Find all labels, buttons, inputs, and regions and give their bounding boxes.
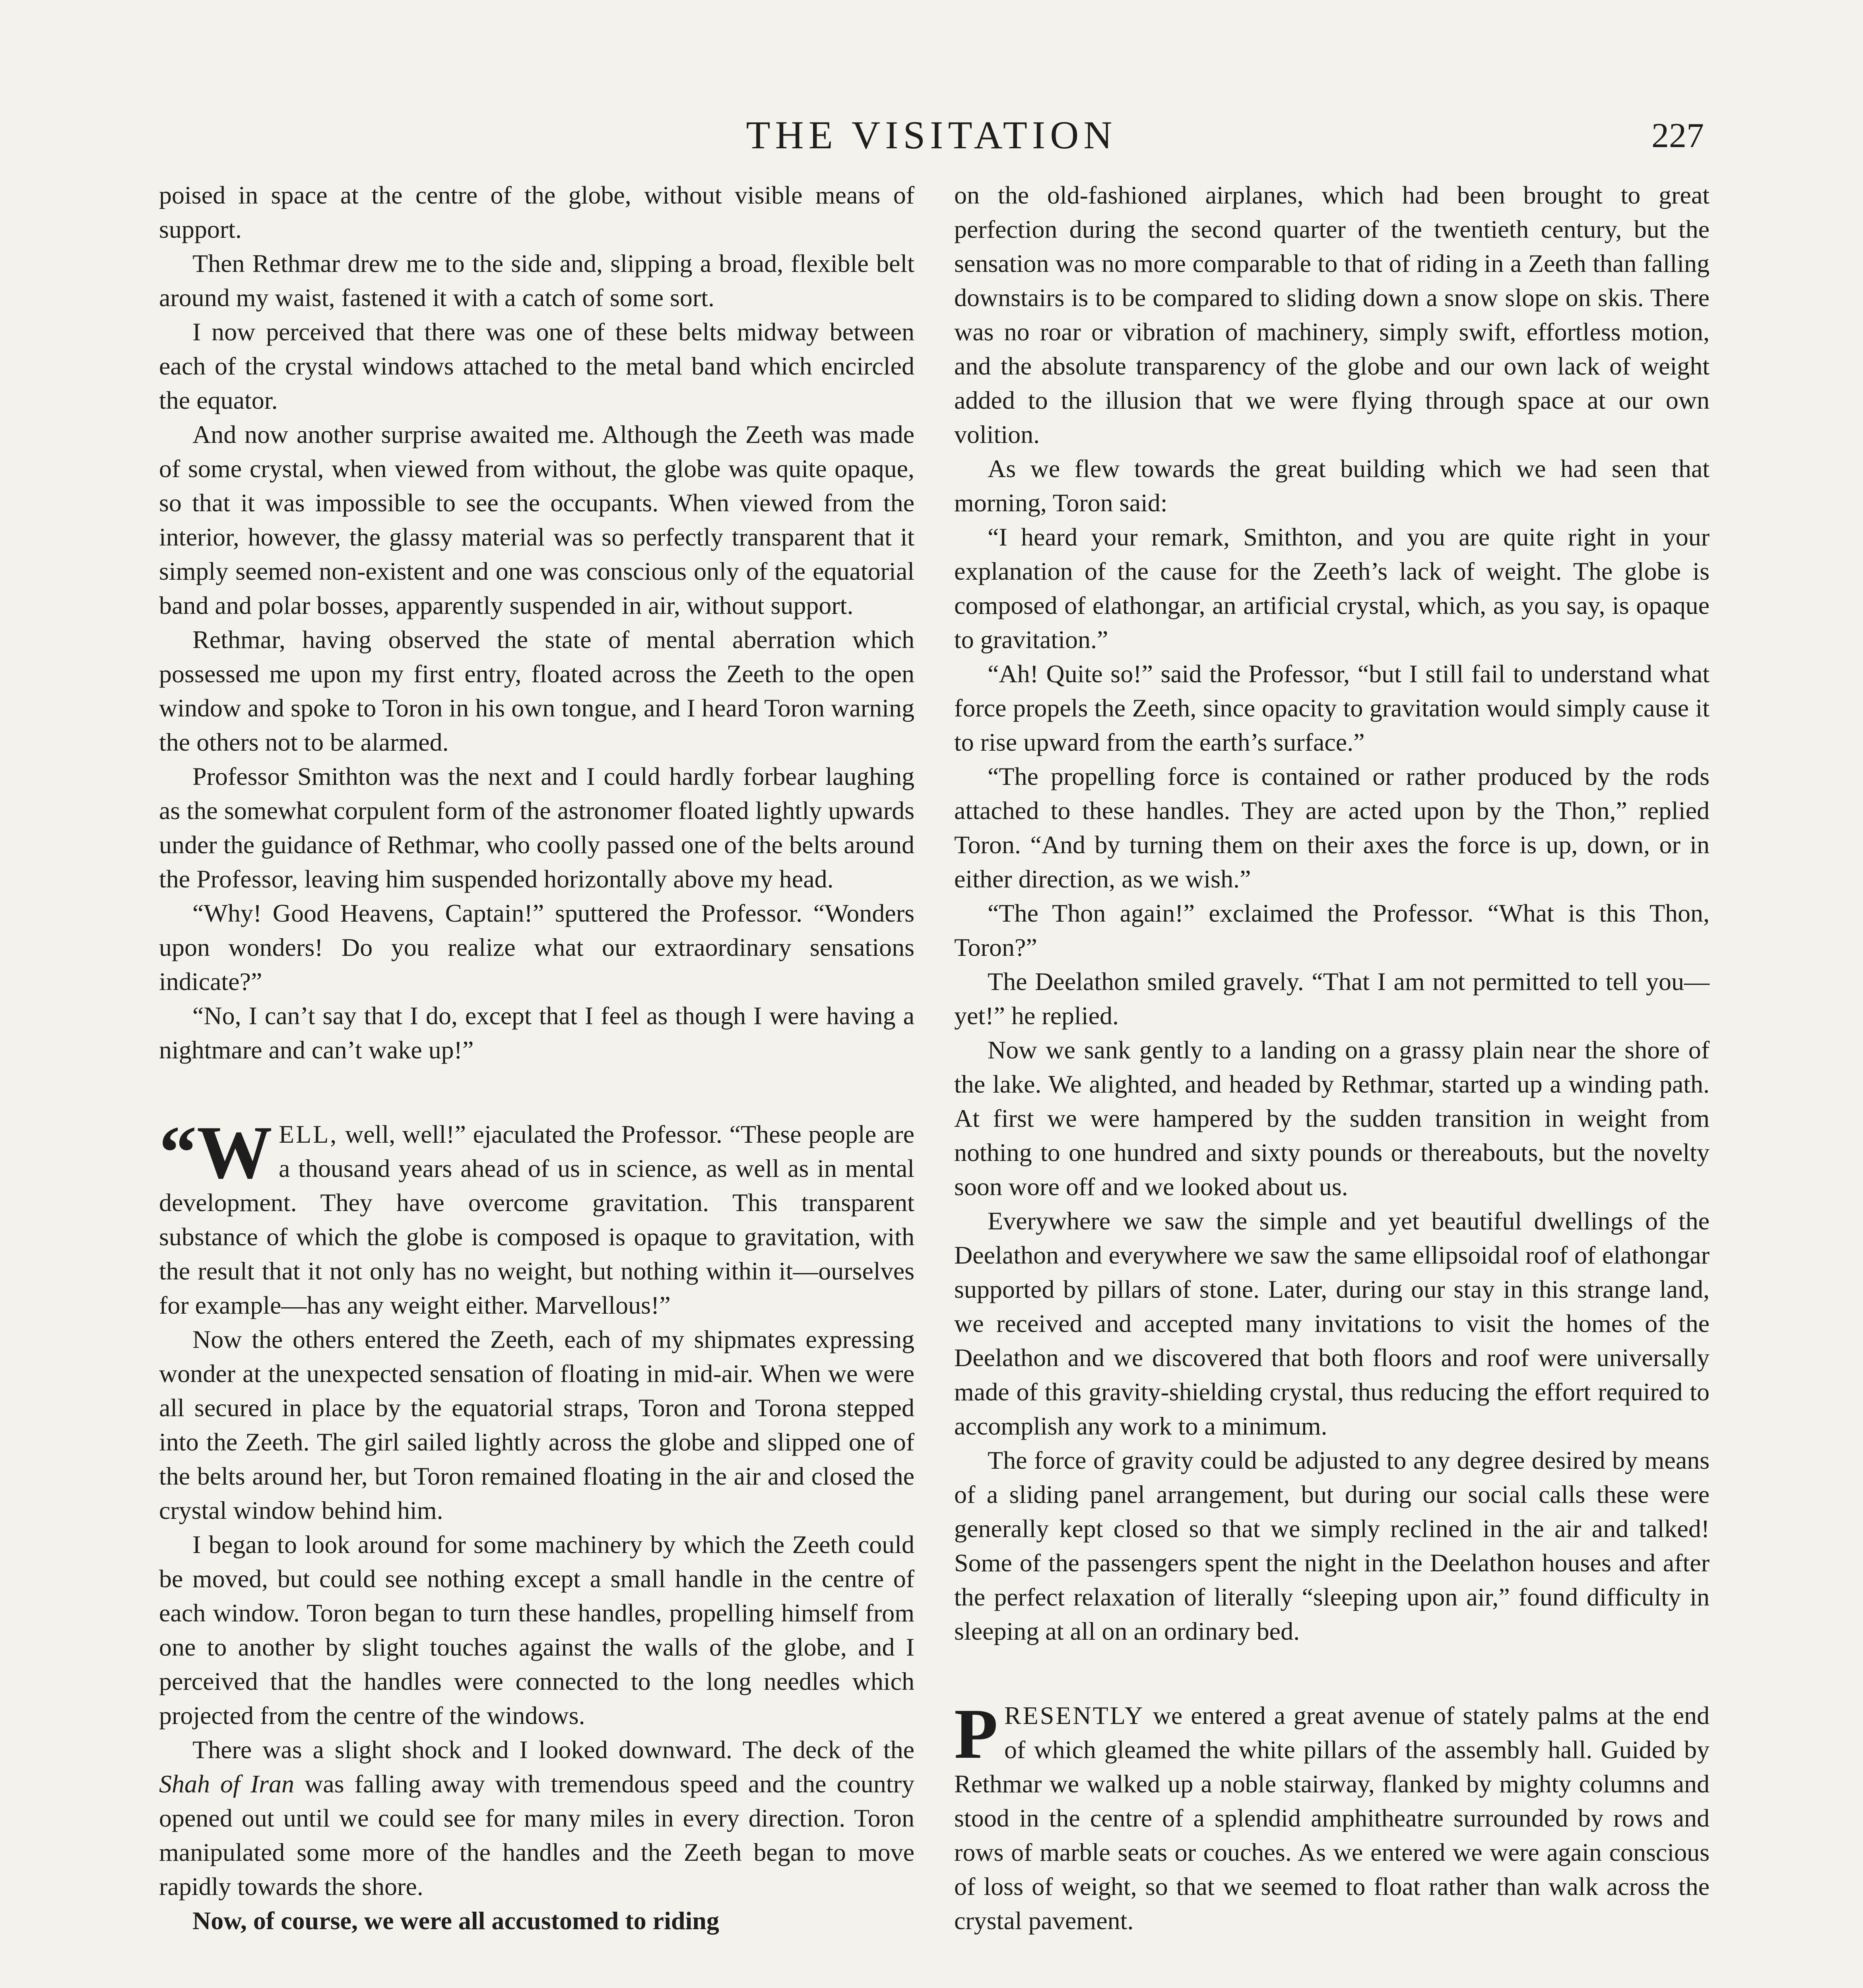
paragraph: “I heard your remark, Smithton, and you are quite right in your explanation of the cause for the Zeeth’s lack of weight. The globe is composed of elathongar, an artificial crystal, which, as you say, is opaque to gravitation.” xyxy=(954,523,1710,654)
paragraph: on the old-fashioned airplanes, which had been brought to great perfection during the second quarter of the twentieth century, but the sensation was no more comparable to that of riding in a Zeeth than falling downstairs is to be compared to sliding down a snow slope on skis. There was no roar or vibration of machinery, simply swift, effortless motion, and the absolute transparency of the globe and our own lack of weight added to the illusion that we were flying through space at our own volition. xyxy=(954,181,1710,448)
paragraph: The Deelathon smiled gravely. “That I am not permitted to tell you—yet!” he replied. xyxy=(954,967,1710,1030)
right-column xyxy=(954,178,1710,1938)
paragraph: The force of gravity could be adjusted to any degree desired by means of a sliding panel arrangement, but during our social calls these were generally kept closed so that we simply reclined in the air and talked! Some of the passengers spent the night in the Deelathon houses and after the perfect relaxation of literally “sleeping upon air,” found difficulty in sleeping at all on an ordinary bed. xyxy=(954,1446,1710,1645)
paragraph: “Why! Good Heavens, Captain!” sputtered the Professor. “Wonders upon wonders! Do you realize what our extraordinary sensations indicate?” xyxy=(159,899,914,996)
paragraph: I began to look around for some machinery by which the Zeeth could be moved, but could see nothing except a small handle in the centre of each window. Toron began to turn these handles, propelling himself from one to another by slight touches against the walls of the globe, and I perceived that the handles were connected to the long needles which projected from the centre of the windows. xyxy=(159,1530,914,1730)
first-word-rest: ELL, xyxy=(279,1120,338,1148)
paragraph: Now the others entered the Zeeth, each of my shipmates expressing wonder at the unexpected sensation of floating in mid-air. When we were all secured in place by the equatorial straps, Toron and Torona stepped into the Zeeth. The girl sailed lightly across the globe and slipped one of the belts around her, but Toron remained floating in the air and closed the crystal window behind him. xyxy=(159,1325,914,1524)
paragraph: Now, of course, we were all accustomed to riding xyxy=(192,1906,719,1935)
paragraph: I now perceived that there was one of these belts midway between each of the crystal windows attached to the metal band which encircled the equator. xyxy=(159,318,914,414)
paragraph: Rethmar, having observed the state of mental aberration which possessed me upon my first entry, floated across the Zeeth to the open window and spoke to Toron in his own tongue, and I heard Toron warning the others not to be alarmed. xyxy=(159,625,914,756)
paragraph xyxy=(159,1733,914,1904)
paragraph: “No, I can’t say that I do, except that I feel as though I were having a nightmare and can’t wake up!” xyxy=(159,1002,914,1064)
paragraph-text: well, well!” ejaculated the Professor. “These people are a thousand years ahead of us in science, as well as in mental development. They have overcome gravitation. This transparent substance of which the globe is composed is opaque to gravitation, with the result that it not only has no weight, but nothing within it—ourselves for example—has any weight either. Marvellous!” xyxy=(159,1120,914,1319)
paragraph: As we flew towards the great building which we had seen that morning, Toron said: xyxy=(954,454,1710,517)
paragraph: Everywhere we saw the simple and yet beautiful dwellings of the Deelathon and everywhere we saw the same ellipsoidal roof of elathongar supported by pillars of stone. Later, during our stay in this strange land, we received and accepted many invitations to visit the homes of the Deelathon and we discovered that both floors and roof were universally made of this gravity-shielding crystal, thus reducing the effort required to accomplish any work to a minimum. xyxy=(954,1207,1710,1440)
drop-cap-quote: “ xyxy=(159,1111,197,1194)
drop-cap: P xyxy=(954,1694,998,1773)
paragraph: Now we sank gently to a landing on a grassy plain near the shore of the lake. We alighted, and headed by Rethmar, started up a winding path. At first we were hampered by the sudden transition in weight from nothing to one hundred and sixty pounds or thereabouts, but the novelty soon wore off and we looked about us. xyxy=(954,1036,1710,1201)
paragraph: Professor Smithton was the next and I could hardly forbear laughing as the somewhat corpulent form of the astronomer floated lightly upwards under the guidance of Rethmar, who coolly passed one of the belts around the Professor, leaving him suspended horizontally above my head. xyxy=(159,762,914,893)
paragraph: poised in space at the centre of the globe, without visible means of support. xyxy=(159,181,914,243)
drop-cap-letter: W xyxy=(197,1111,272,1194)
first-word-rest: RESENTLY xyxy=(1004,1701,1145,1730)
drop-cap xyxy=(159,1111,272,1194)
left-column xyxy=(159,178,914,1938)
section-opening-paragraph xyxy=(159,1111,914,1322)
paragraph: And now another surprise awaited me. Although the Zeeth was made of some crystal, when viewed from without, the globe was quite opaque, so that it was impossible to see the occupants. When viewed from the interior, however, the glassy material was so perfectly transparent that it simply seemed non-existent and one was conscious only of the equatorial band and polar bosses, apparently suspended in air, without support. xyxy=(159,420,914,619)
paragraph: “The propelling force is contained or rather produced by the rods attached to these handles. They are acted upon by the Thon,” replied Toron. “And by turning them on their axes the force is up, down, or in either direction, as we wish.” xyxy=(954,762,1710,893)
paragraph-text: There was a slight shock and I looked downward. The deck of the xyxy=(192,1736,914,1764)
paragraph-text: we entered a great avenue of stately palms at the end of which gleamed the white pillars of the assembly hall. Guided by Rethmar we walked up a noble stairway, flanked by mighty columns and stood in the centre of a splendid amphitheatre surrounded by rows and rows of marble seats or couches. As we entered we were again conscious of loss of weight, so that we seemed to float rather than walk across the crystal pavement. xyxy=(954,1701,1710,1935)
paragraph-text: was falling away with tremendous speed and the country opened out until we could see for many miles in every direction. Toron manipulated some more of the handles and the Zeeth began to move rapidly towards the shore. xyxy=(159,1770,915,1901)
paragraph: Then Rethmar drew me to the side and, slipping a broad, flexible belt around my waist, fastened it with a catch of some sort. xyxy=(159,249,914,312)
paragraph: “Ah! Quite so!” said the Professor, “but I still fail to understand what force propels the Zeeth, since opacity to gravitation would simply cause it to rise upward from the earth’s surface.” xyxy=(954,660,1710,756)
paragraph: “The Thon again!” exclaimed the Professor. “What is this Thon, Toron?” xyxy=(954,899,1710,961)
running-title: THE VISITATION xyxy=(746,113,1117,157)
section-opening-paragraph xyxy=(954,1694,1710,1938)
ship-name: Shah of Iran xyxy=(159,1770,295,1798)
page-number: 227 xyxy=(1651,116,1704,155)
